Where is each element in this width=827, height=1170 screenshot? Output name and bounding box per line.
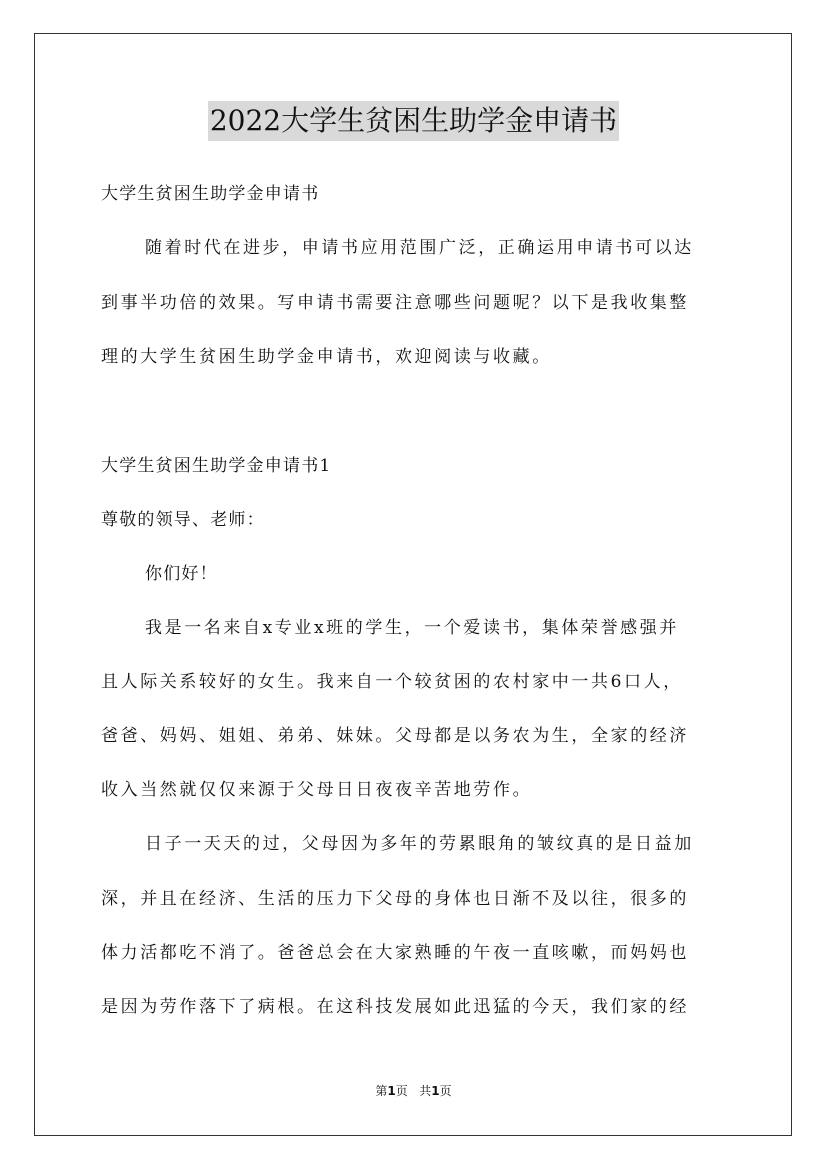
greeting: 你们好！ <box>145 564 218 584</box>
intro-line-1: 随着时代在进步，申请书应用范围广泛，正确运用申请书可以达 <box>145 238 694 258</box>
footer-total-prefix: 共 <box>419 1084 432 1098</box>
salutation: 尊敬的领导、老师： <box>101 510 265 530</box>
document-subtitle: 大学生贫困生助学金申请书 <box>101 184 320 204</box>
paragraph1-line-1: 我是一名来自x专业x班的学生，一个爱读书，集体荣誉感强并 <box>145 618 679 638</box>
document-title: 2022大学生贫困生助学金申请书 <box>208 101 619 141</box>
intro-line-3: 理的大学生贫困生助学金申请书，欢迎阅读与收藏。 <box>101 347 552 367</box>
paragraph2-line-1: 日子一天天的过，父母因为多年的劳累眼角的皱纹真的是日益加 <box>145 834 694 854</box>
footer-page-suffix: 页 <box>395 1084 408 1098</box>
paragraph2-line-4: 是因为劳作落下了病根。在这科技发展如此迅猛的今天，我们家的经 <box>101 997 689 1017</box>
paragraph1-line-2: 且人际关系较好的女生。我来自一个较贫困的农村家中一共6口人， <box>101 672 683 692</box>
paragraph1-line-4: 收入当然就仅仅来源于父母日日夜夜辛苦地劳作。 <box>101 780 533 800</box>
footer-total-pages: 1 <box>431 1084 440 1098</box>
page-footer <box>0 1083 827 1099</box>
intro-line-2: 到事半功倍的效果。写申请书需要注意哪些问题呢？以下是我收集整 <box>101 293 689 313</box>
paragraph1-line-3: 爸爸、妈妈、姐姐、弟弟、妹妹。父母都是以务农为生，全家的经济 <box>101 726 689 746</box>
paragraph2-line-2: 深，并且在经济、生活的压力下父母的身体也日渐不及以往，很多的 <box>101 889 689 909</box>
title-container <box>0 101 827 141</box>
footer-total-suffix: 页 <box>439 1084 452 1098</box>
paragraph2-line-3: 体力活都吃不消了。爸爸总会在大家熟睡的午夜一直咳嗽，而妈妈也 <box>101 943 689 963</box>
footer-page-prefix: 第 <box>375 1084 388 1098</box>
footer-page-number: 1 <box>387 1084 396 1098</box>
section-heading: 大学生贫困生助学金申请书1 <box>101 456 332 476</box>
